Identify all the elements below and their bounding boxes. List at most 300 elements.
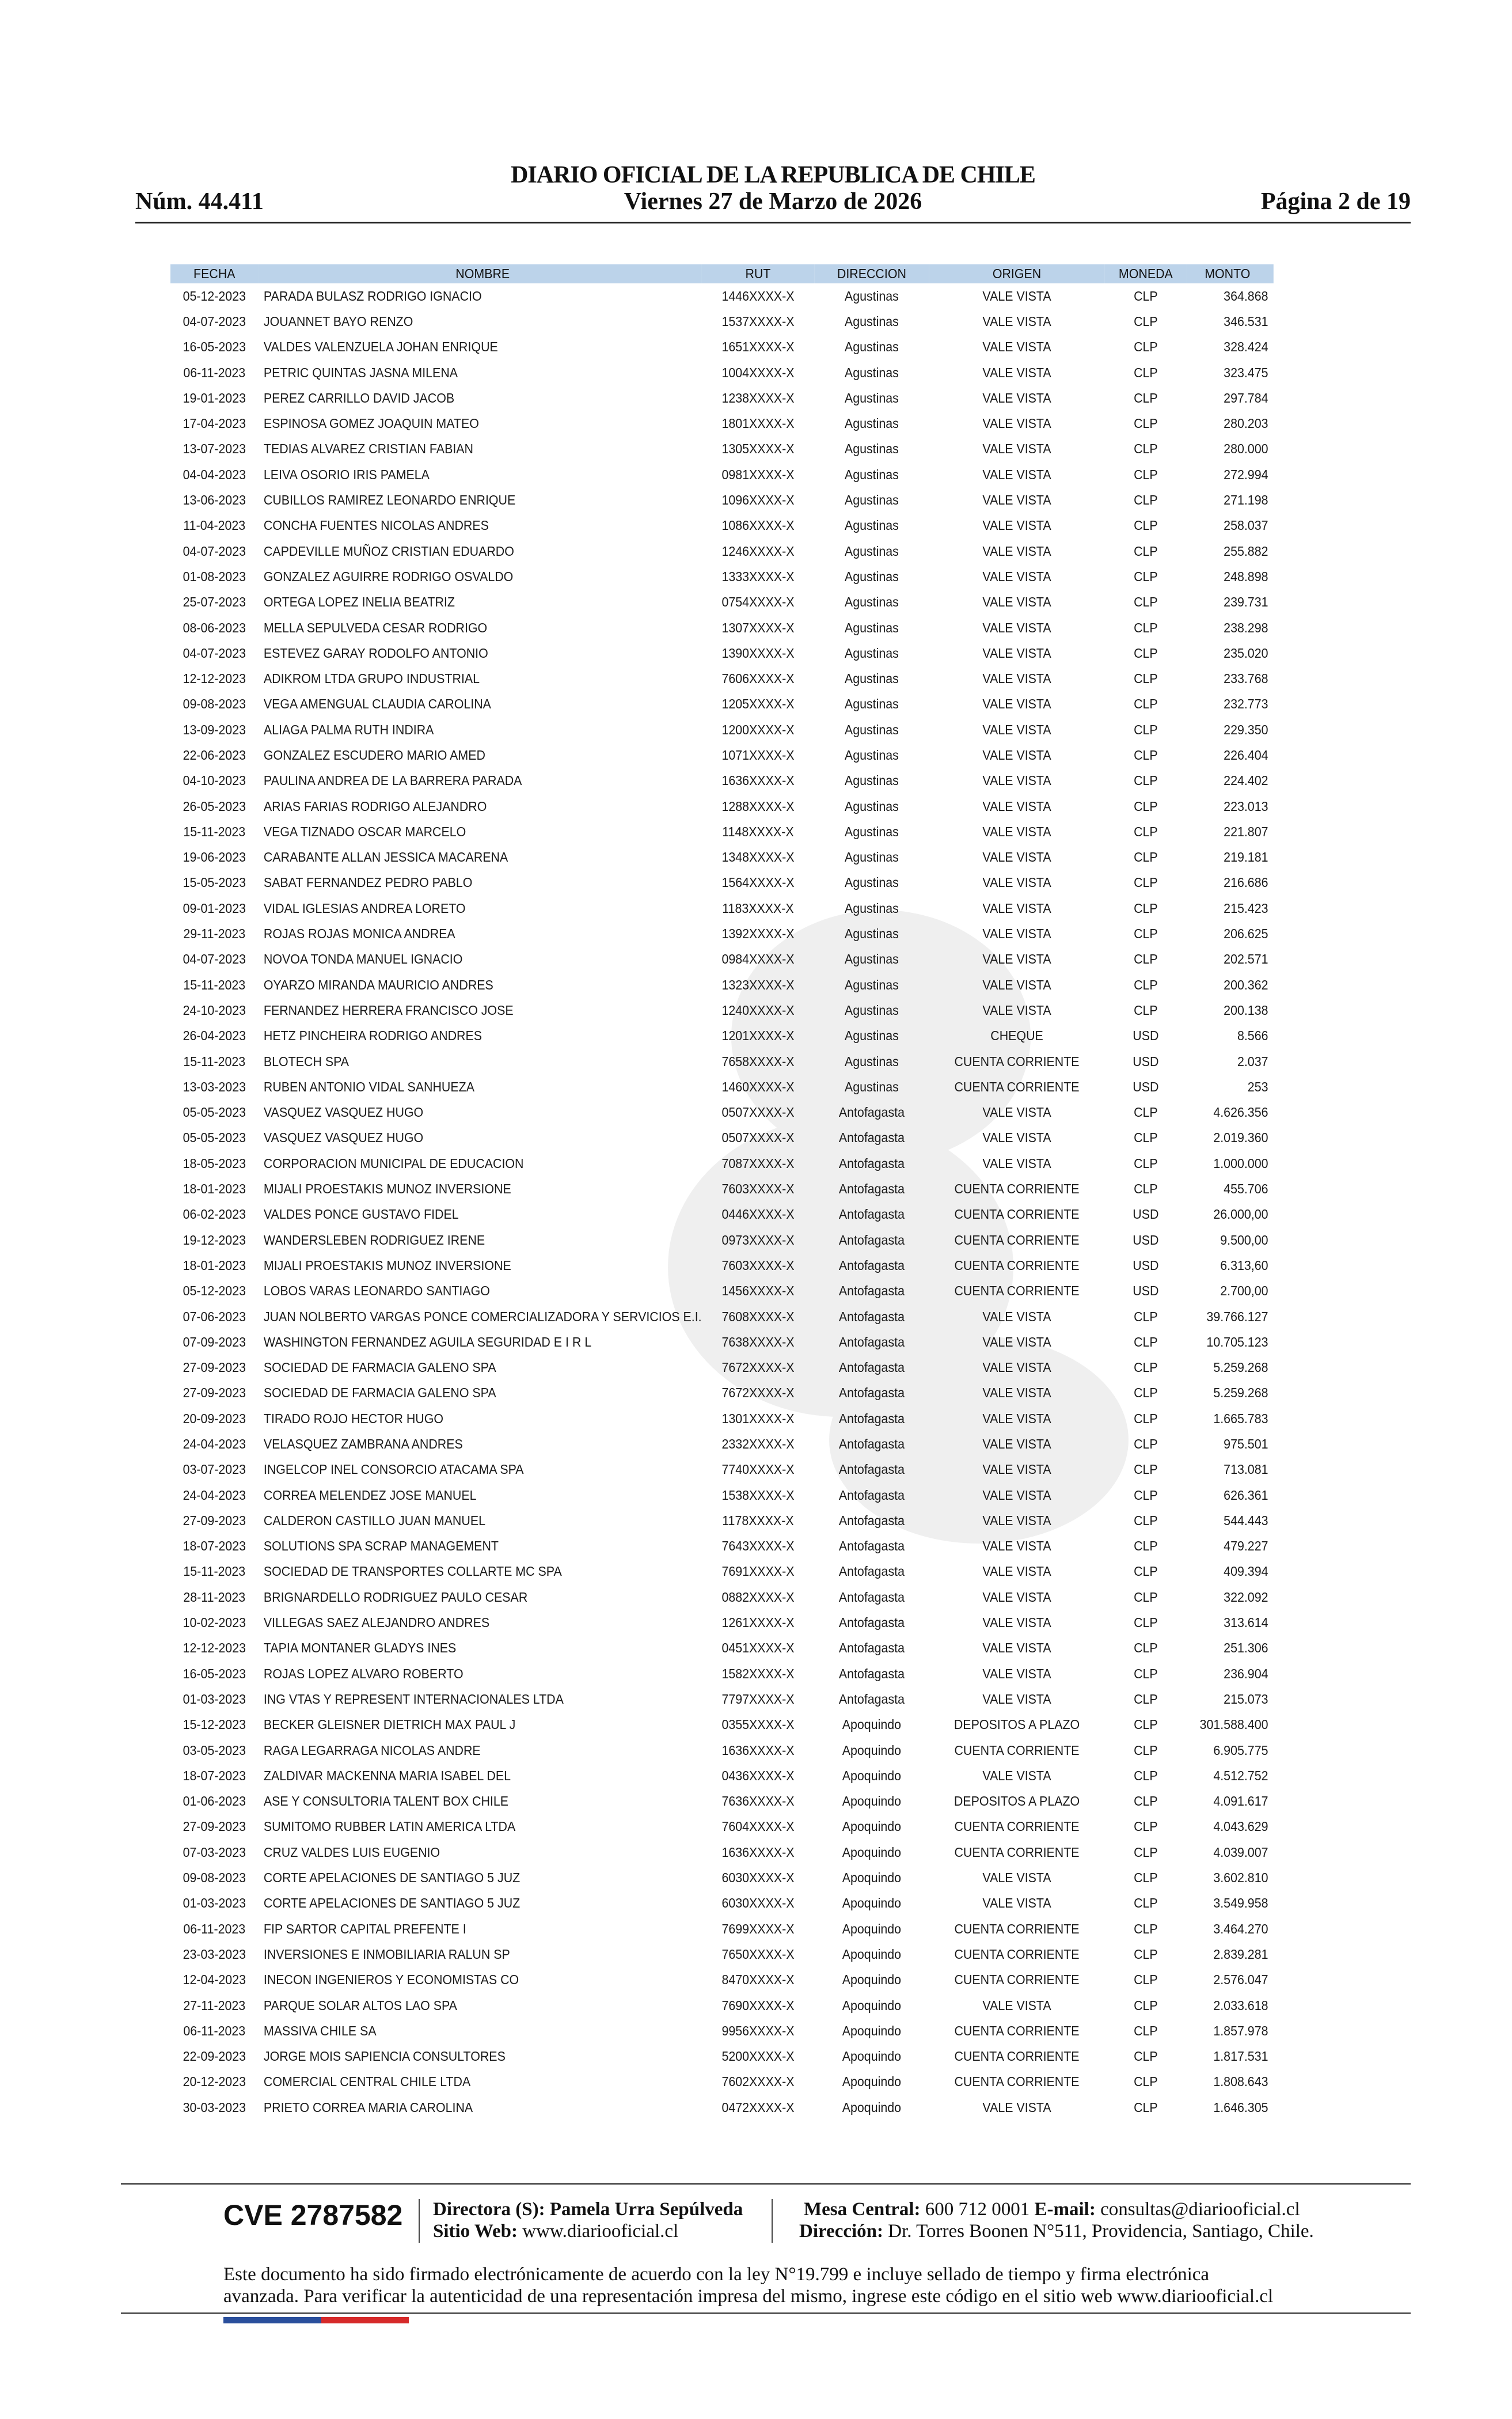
cell-rut: 8470XXXX-X (721, 1972, 795, 1988)
cell-origen: VALE VISTA (982, 926, 1051, 942)
cell-monto: 215.423 (1224, 900, 1268, 916)
cell-origen: CUENTA CORRIENTE (954, 1819, 1080, 1834)
cell-rut: 7691XXXX-X (721, 1564, 795, 1579)
cell-direccion: Agustinas (844, 824, 899, 839)
cell-monto: 297.784 (1224, 390, 1268, 405)
cell-monto: 271.198 (1224, 492, 1268, 508)
cell-direccion: Agustinas (844, 773, 899, 788)
cell-rut: 7643XXXX-X (721, 1538, 795, 1554)
cell-rut: 7672XXXX-X (721, 1385, 795, 1401)
cell-moneda: CLP (1134, 1309, 1158, 1324)
cell-rut: 1636XXXX-X (721, 1742, 795, 1758)
cell-origen: CUENTA CORRIENTE (954, 1946, 1080, 1962)
cell-fecha: 05-05-2023 (183, 1130, 246, 1146)
cell-rut: 7740XXXX-X (721, 1462, 795, 1477)
cell-direccion: Antofagasta (838, 1487, 905, 1503)
cell-fecha: 18-07-2023 (183, 1768, 246, 1783)
cell-fecha: 03-07-2023 (183, 1462, 246, 1477)
cell-monto: 1.665.783 (1213, 1411, 1268, 1426)
cell-moneda: USD (1133, 1232, 1159, 1248)
newspaper-title: DIARIO OFICIAL DE LA REPUBLICA DE CHILE (511, 162, 1035, 188)
cell-origen: VALE VISTA (982, 365, 1051, 380)
cell-monto: 1.857.978 (1213, 2023, 1268, 2038)
cell-monto: 5.259.268 (1213, 1360, 1268, 1375)
cell-nombre: BECKER GLEISNER DIETRICH MAX PAUL J (263, 1717, 516, 1732)
table-header-row (170, 264, 1274, 283)
cell-origen: VALE VISTA (982, 850, 1051, 865)
cell-direccion: Agustinas (844, 518, 899, 533)
cell-nombre: TIRADO ROJO HECTOR HUGO (263, 1411, 444, 1426)
table-row (170, 845, 1274, 870)
cell-origen: VALE VISTA (982, 645, 1051, 661)
cell-moneda: CLP (1134, 1002, 1158, 1018)
cell-moneda: CLP (1134, 594, 1158, 610)
cell-nombre: JOUANNET BAYO RENZO (263, 313, 413, 329)
cell-monto: 6.313,60 (1220, 1257, 1268, 1273)
cell-fecha: 22-09-2023 (183, 2049, 246, 2064)
cell-rut: 0355XXXX-X (721, 1717, 795, 1732)
cell-nombre: PARADA BULASZ RODRIGO IGNACIO (263, 288, 482, 304)
mesa-phone: 600 712 0001 (925, 2199, 1030, 2220)
cell-direccion: Antofagasta (838, 1640, 905, 1656)
cell-direccion: Antofagasta (838, 1666, 905, 1681)
cell-direccion: Apoquindo (842, 1972, 902, 1988)
cell-nombre: MELLA SEPULVEDA CESAR RODRIGO (263, 620, 488, 635)
cell-fecha: 11-04-2023 (183, 518, 246, 533)
page-number: Página 2 de 19 (1260, 188, 1411, 215)
cell-fecha: 12-12-2023 (183, 1640, 246, 1656)
cell-rut: 1305XXXX-X (721, 441, 795, 457)
cell-direccion: Antofagasta (838, 1691, 905, 1707)
cell-origen: VALE VISTA (982, 1462, 1051, 1477)
cell-fecha: 01-03-2023 (183, 1895, 246, 1911)
cell-monto: 3.549.958 (1213, 1895, 1268, 1911)
records-table (170, 264, 1274, 2120)
cell-moneda: CLP (1134, 416, 1158, 431)
cell-nombre: ALIAGA PALMA RUTH INDIRA (263, 722, 434, 737)
cell-origen: CUENTA CORRIENTE (954, 1844, 1080, 1860)
cell-direccion: Antofagasta (838, 1436, 905, 1451)
cell-direccion: Apoquindo (842, 2099, 902, 2115)
cell-nombre: JORGE MOIS SAPIENCIA CONSULTORES (263, 2049, 506, 2064)
cell-moneda: CLP (1134, 1130, 1158, 1146)
cell-rut: 1460XXXX-X (721, 1079, 795, 1094)
cell-moneda: CLP (1134, 339, 1158, 355)
cell-monto: 251.306 (1224, 1640, 1268, 1656)
cell-origen: VALE VISTA (982, 2099, 1051, 2115)
web-link[interactable]: www.diariooficial.cl (522, 2221, 679, 2242)
cell-nombre: CONCHA FUENTES NICOLAS ANDRES (263, 518, 489, 533)
cell-monto: 10.705.123 (1206, 1334, 1268, 1349)
email-link[interactable]: consultas@diariooficial.cl (1100, 2199, 1300, 2220)
cell-origen: VALE VISTA (982, 1105, 1051, 1120)
cell-rut: 7699XXXX-X (721, 1921, 795, 1936)
table-row (170, 717, 1274, 742)
cell-nombre: PETRIC QUINTAS JASNA MILENA (263, 365, 458, 380)
cell-fecha: 06-11-2023 (183, 365, 246, 380)
cell-fecha: 15-11-2023 (183, 1564, 246, 1579)
cell-fecha: 26-05-2023 (183, 798, 246, 814)
cell-direccion: Apoquindo (842, 1921, 902, 1936)
cell-origen: VALE VISTA (982, 288, 1051, 304)
cell-origen: VALE VISTA (982, 1155, 1051, 1171)
cell-nombre: ING VTAS Y REPRESENT INTERNACIONALES LTDA (263, 1691, 564, 1707)
table-row (170, 998, 1274, 1023)
cell-nombre: WASHINGTON FERNANDEZ AGUILA SEGURIDAD E I R L (263, 1334, 592, 1349)
cell-fecha: 16-05-2023 (183, 1666, 246, 1681)
cell-moneda: CLP (1134, 2049, 1158, 2064)
cell-origen: VALE VISTA (982, 951, 1051, 967)
cell-monto: 258.037 (1224, 518, 1268, 533)
cell-nombre: VALDES PONCE GUSTAVO FIDEL (263, 1207, 459, 1222)
cell-rut: 0451XXXX-X (721, 1640, 795, 1656)
cell-rut: 1333XXXX-X (721, 568, 795, 584)
cell-monto: 206.625 (1224, 926, 1268, 942)
cell-rut: 1238XXXX-X (721, 390, 795, 405)
cell-origen: VALE VISTA (982, 671, 1051, 687)
cell-rut: 7602XXXX-X (721, 2074, 795, 2090)
table-row (170, 768, 1274, 794)
cell-direccion: Agustinas (844, 492, 899, 508)
cell-moneda: USD (1133, 1207, 1159, 1222)
cell-direccion: Antofagasta (838, 1181, 905, 1197)
cell-nombre: CORREA MELENDEZ JOSE MANUEL (263, 1487, 477, 1503)
cell-rut: 1538XXXX-X (721, 1487, 795, 1503)
cell-moneda: USD (1133, 1283, 1159, 1299)
website-line (433, 2221, 678, 2242)
cell-rut: 9956XXXX-X (721, 2023, 795, 2038)
cell-direccion: Agustinas (844, 416, 899, 431)
cell-nombre: SOCIEDAD DE FARMACIA GALENO SPA (263, 1360, 496, 1375)
cell-origen: VALE VISTA (982, 1691, 1051, 1707)
table-row (170, 1125, 1274, 1151)
cell-origen: VALE VISTA (982, 313, 1051, 329)
cell-monto: 202.571 (1224, 951, 1268, 967)
cell-nombre: ROJAS ROJAS MONICA ANDREA (263, 926, 455, 942)
cell-origen: VALE VISTA (982, 467, 1051, 482)
cell-nombre: ZALDIVAR MACKENNA MARIA ISABEL DEL (263, 1768, 511, 1783)
cell-monto: 346.531 (1224, 313, 1268, 329)
cell-monto: 328.424 (1224, 339, 1268, 355)
cell-origen: VALE VISTA (982, 1564, 1051, 1579)
cell-direccion: Antofagasta (838, 1615, 905, 1631)
address-line (799, 2221, 1314, 2242)
cell-nombre: SABAT FERNANDEZ PEDRO PABLO (263, 875, 473, 890)
cell-moneda: CLP (1134, 1870, 1158, 1886)
cell-nombre: COMERCIAL CENTRAL CHILE LTDA (263, 2074, 471, 2090)
table-row (170, 309, 1274, 334)
cell-fecha: 06-11-2023 (183, 2023, 246, 2038)
cell-fecha: 18-05-2023 (183, 1155, 246, 1171)
table-row (170, 487, 1274, 513)
cell-moneda: CLP (1134, 722, 1158, 737)
cell-fecha: 15-11-2023 (183, 824, 246, 839)
cell-nombre: SOCIEDAD DE TRANSPORTES COLLARTE MC SPA (263, 1564, 562, 1579)
table-row (170, 1483, 1274, 1508)
cell-monto: 2.576.047 (1213, 1972, 1268, 1988)
table-row (170, 2069, 1274, 2095)
table-row (170, 1431, 1274, 1457)
cell-monto: 9.500,00 (1220, 1232, 1268, 1248)
cell-nombre: SOCIEDAD DE FARMACIA GALENO SPA (263, 1385, 496, 1401)
cell-monto: 272.994 (1224, 467, 1268, 482)
cell-moneda: CLP (1134, 773, 1158, 788)
cell-monto: 3.464.270 (1213, 1921, 1268, 1936)
table-row (170, 1202, 1274, 1227)
cell-fecha: 12-12-2023 (183, 671, 246, 687)
cell-direccion: Apoquindo (842, 1946, 902, 1962)
cell-origen: CUENTA CORRIENTE (954, 1742, 1080, 1758)
table-row (170, 335, 1274, 360)
cell-fecha: 10-02-2023 (183, 1615, 246, 1631)
issue-date: Viernes 27 de Marzo de 2026 (624, 188, 922, 215)
table-row (170, 1304, 1274, 1329)
cell-origen: VALE VISTA (982, 875, 1051, 890)
cell-nombre: MASSIVA CHILE SA (263, 2023, 377, 2038)
cell-fecha: 27-09-2023 (183, 1512, 246, 1528)
cell-fecha: 09-08-2023 (183, 1870, 246, 1886)
cell-nombre: HETZ PINCHEIRA RODRIGO ANDRES (263, 1028, 483, 1044)
cell-nombre: VIDAL IGLESIAS ANDREA LORETO (263, 900, 466, 916)
table-row (170, 1891, 1274, 1916)
table-row (170, 1763, 1274, 1788)
cell-monto: 1.000.000 (1213, 1155, 1268, 1171)
cell-direccion: Antofagasta (838, 1385, 905, 1401)
table-row (170, 666, 1274, 691)
cell-nombre: VASQUEZ VASQUEZ HUGO (263, 1130, 424, 1146)
table-row (170, 1814, 1274, 1840)
cell-monto: 200.138 (1224, 1002, 1268, 1018)
direccion-label: Dirección: (799, 2221, 884, 2242)
cell-nombre: FERNANDEZ HERRERA FRANCISCO JOSE (263, 1002, 514, 1018)
cell-monto: 232.773 (1224, 696, 1268, 712)
cell-moneda: CLP (1134, 824, 1158, 839)
cell-nombre: CORPORACION MUNICIPAL DE EDUCACION (263, 1155, 524, 1171)
cell-moneda: CLP (1134, 798, 1158, 814)
cell-direccion: Apoquindo (842, 1844, 902, 1860)
cell-fecha: 13-07-2023 (183, 441, 246, 457)
cell-moneda: CLP (1134, 1691, 1158, 1707)
cell-moneda: CLP (1134, 1768, 1158, 1783)
cell-nombre: ASE Y CONSULTORIA TALENT BOX CHILE (263, 1794, 509, 1809)
table-row (170, 1508, 1274, 1533)
cell-direccion: Antofagasta (838, 1411, 905, 1426)
table-row (170, 819, 1274, 844)
cell-moneda: CLP (1134, 1436, 1158, 1451)
cell-nombre: ESTEVEZ GARAY RODOLFO ANTONIO (263, 645, 488, 661)
cell-monto: 238.298 (1224, 620, 1268, 635)
cell-fecha: 17-04-2023 (183, 416, 246, 431)
cell-direccion: Agustinas (844, 594, 899, 610)
cell-moneda: USD (1133, 1079, 1159, 1094)
cell-fecha: 05-05-2023 (183, 1105, 246, 1120)
cell-nombre: CALDERON CASTILLO JUAN MANUEL (263, 1512, 485, 1528)
cell-monto: 1.646.305 (1213, 2099, 1268, 2115)
cell-nombre: GONZALEZ AGUIRRE RODRIGO OSVALDO (263, 568, 514, 584)
cell-rut: 1651XXXX-X (721, 339, 795, 355)
cell-rut: 1307XXXX-X (721, 620, 795, 635)
table-row (170, 1227, 1274, 1253)
cell-nombre: GONZALEZ ESCUDERO MARIO AMED (263, 747, 485, 763)
cell-moneda: CLP (1134, 1742, 1158, 1758)
cell-monto: 4.039.007 (1213, 1844, 1268, 1860)
table-row (170, 742, 1274, 768)
cell-origen: VALE VISTA (982, 1666, 1051, 1681)
cell-moneda: CLP (1134, 467, 1158, 482)
cell-rut: 0754XXXX-X (721, 594, 795, 610)
table-row (170, 1967, 1274, 1993)
cell-moneda: CLP (1134, 875, 1158, 890)
cell-monto: 455.706 (1224, 1181, 1268, 1197)
cve-code: CVE 2787582 (223, 2199, 403, 2231)
cell-origen: VALE VISTA (982, 1538, 1051, 1554)
cell-origen: VALE VISTA (982, 339, 1051, 355)
table-row (170, 1049, 1274, 1074)
cell-monto: 4.512.752 (1213, 1768, 1268, 1783)
cell-moneda: CLP (1134, 1589, 1158, 1605)
issue-number: Núm. 44.411 (135, 188, 264, 215)
cell-rut: 7603XXXX-X (721, 1257, 795, 1273)
cell-origen: CHEQUE (990, 1028, 1043, 1044)
cell-moneda: CLP (1134, 390, 1158, 405)
cell-moneda: CLP (1134, 1844, 1158, 1860)
cell-origen: VALE VISTA (982, 798, 1051, 814)
cell-fecha: 15-12-2023 (183, 1717, 246, 1732)
cell-monto: 1.817.531 (1213, 2049, 1268, 2064)
cell-monto: 544.443 (1224, 1512, 1268, 1528)
column-header-origen: ORIGEN (929, 264, 1104, 283)
table-row (170, 1074, 1274, 1099)
table-row (170, 1712, 1274, 1738)
cell-monto: 239.731 (1224, 594, 1268, 610)
cell-rut: 1261XXXX-X (721, 1615, 795, 1631)
cell-origen: CUENTA CORRIENTE (954, 1079, 1080, 1094)
table-row (170, 360, 1274, 385)
cell-direccion: Apoquindo (842, 2049, 902, 2064)
cell-moneda: CLP (1134, 1538, 1158, 1554)
cell-nombre: INGELCOP INEL CONSORCIO ATACAMA SPA (263, 1462, 524, 1477)
table-row (170, 1023, 1274, 1049)
cell-rut: 7797XXXX-X (721, 1691, 795, 1707)
table-row (170, 1584, 1274, 1610)
table-row (170, 1789, 1274, 1814)
cell-fecha: 23-03-2023 (183, 1946, 246, 1962)
cell-monto: 26.000,00 (1213, 1207, 1268, 1222)
cell-direccion: Antofagasta (838, 1334, 905, 1349)
cell-nombre: LOBOS VARAS LEONARDO SANTIAGO (263, 1283, 490, 1299)
cell-rut: 7658XXXX-X (721, 1053, 795, 1069)
cell-monto: 229.350 (1224, 722, 1268, 737)
table-row (170, 692, 1274, 717)
cell-direccion: Antofagasta (838, 1257, 905, 1273)
cell-nombre: RUBEN ANTONIO VIDAL SANHUEZA (263, 1079, 474, 1094)
cell-monto: 5.259.268 (1213, 1385, 1268, 1401)
cell-origen: VALE VISTA (982, 390, 1051, 405)
column-header-nombre: NOMBRE (259, 264, 702, 283)
cell-monto: 8.566 (1237, 1028, 1268, 1044)
table-row (170, 590, 1274, 615)
cell-nombre: ESPINOSA GOMEZ JOAQUIN MATEO (263, 416, 479, 431)
cell-fecha: 13-03-2023 (183, 1079, 246, 1094)
column-header-rut: RUT (702, 264, 815, 283)
cell-nombre: INVERSIONES E INMOBILIARIA RALUN SP (263, 1946, 510, 1962)
cell-fecha: 13-09-2023 (183, 722, 246, 737)
cell-monto: 4.626.356 (1213, 1105, 1268, 1120)
cell-moneda: CLP (1134, 645, 1158, 661)
cell-rut: 1456XXXX-X (721, 1283, 795, 1299)
cell-rut: 1183XXXX-X (722, 900, 794, 916)
table-row (170, 1636, 1274, 1661)
cell-origen: VALE VISTA (982, 1997, 1051, 2013)
cell-monto: 255.882 (1224, 543, 1268, 559)
cell-fecha: 16-05-2023 (183, 339, 246, 355)
cell-direccion: Antofagasta (838, 1538, 905, 1554)
cell-nombre: VELASQUEZ ZAMBRANA ANDRES (263, 1436, 463, 1451)
cell-origen: VALE VISTA (982, 568, 1051, 584)
cell-direccion: Agustinas (844, 441, 899, 457)
cell-rut: 7603XXXX-X (721, 1181, 795, 1197)
cell-direccion: Agustinas (844, 722, 899, 737)
cell-origen: VALE VISTA (982, 1130, 1051, 1146)
table-row (170, 1253, 1274, 1278)
cell-nombre: WANDERSLEBEN RODRIGUEZ IRENE (263, 1232, 485, 1248)
footer-divider-top (121, 2183, 1411, 2185)
cell-direccion: Agustinas (844, 850, 899, 865)
cell-monto: 200.362 (1224, 977, 1268, 992)
cell-direccion: Apoquindo (842, 1819, 902, 1834)
cell-fecha: 07-09-2023 (183, 1334, 246, 1349)
cell-fecha: 05-12-2023 (183, 1283, 246, 1299)
legal-line-2: avanzada. Para verificar la autenticidad de una representación impresa del mismo, ingrese este código en el sitio web www.diariooficial.cl (223, 2286, 1274, 2307)
table-row (170, 1534, 1274, 1559)
cell-monto: 301.588.400 (1199, 1717, 1268, 1732)
cell-origen: VALE VISTA (982, 1895, 1051, 1911)
table-row (170, 1916, 1274, 1942)
table-row (170, 896, 1274, 921)
cell-direccion: Antofagasta (838, 1283, 905, 1299)
cell-origen: VALE VISTA (982, 1360, 1051, 1375)
cell-origen: DEPOSITOS A PLAZO (953, 1717, 1080, 1732)
cell-rut: 1323XXXX-X (721, 977, 795, 992)
web-label: Sitio Web: (433, 2221, 518, 2242)
cell-fecha: 29-11-2023 (183, 926, 246, 942)
cell-direccion: Agustinas (844, 671, 899, 687)
cell-nombre: CORTE APELACIONES DE SANTIAGO 5 JUZ (263, 1870, 521, 1886)
cell-monto: 253 (1247, 1079, 1268, 1094)
cell-origen: VALE VISTA (982, 824, 1051, 839)
cell-moneda: CLP (1134, 1946, 1158, 1962)
cell-moneda: CLP (1134, 1360, 1158, 1375)
cell-moneda: USD (1133, 1053, 1159, 1069)
cell-nombre: SOLUTIONS SPA SCRAP MANAGEMENT (263, 1538, 499, 1554)
cell-origen: CUENTA CORRIENTE (954, 1921, 1080, 1936)
cell-origen: CUENTA CORRIENTE (954, 2074, 1080, 2090)
cell-moneda: CLP (1134, 518, 1158, 533)
cell-monto: 322.092 (1224, 1589, 1268, 1605)
cell-monto: 248.898 (1224, 568, 1268, 584)
cell-moneda: CLP (1134, 1640, 1158, 1656)
cell-fecha: 20-12-2023 (183, 2074, 246, 2090)
cell-direccion: Agustinas (844, 1028, 899, 1044)
mesa-label: Mesa Central: (804, 2199, 921, 2220)
cell-nombre: BRIGNARDELLO RODRIGUEZ PAULO CESAR (263, 1589, 528, 1605)
cell-fecha: 27-09-2023 (183, 1360, 246, 1375)
cell-nombre: TEDIAS ALVAREZ CRISTIAN FABIAN (263, 441, 474, 457)
cell-origen: VALE VISTA (982, 1309, 1051, 1324)
cell-rut: 7636XXXX-X (721, 1794, 795, 1809)
cell-direccion: Antofagasta (838, 1564, 905, 1579)
cell-nombre: CUBILLOS RAMIREZ LEONARDO ENRIQUE (263, 492, 516, 508)
